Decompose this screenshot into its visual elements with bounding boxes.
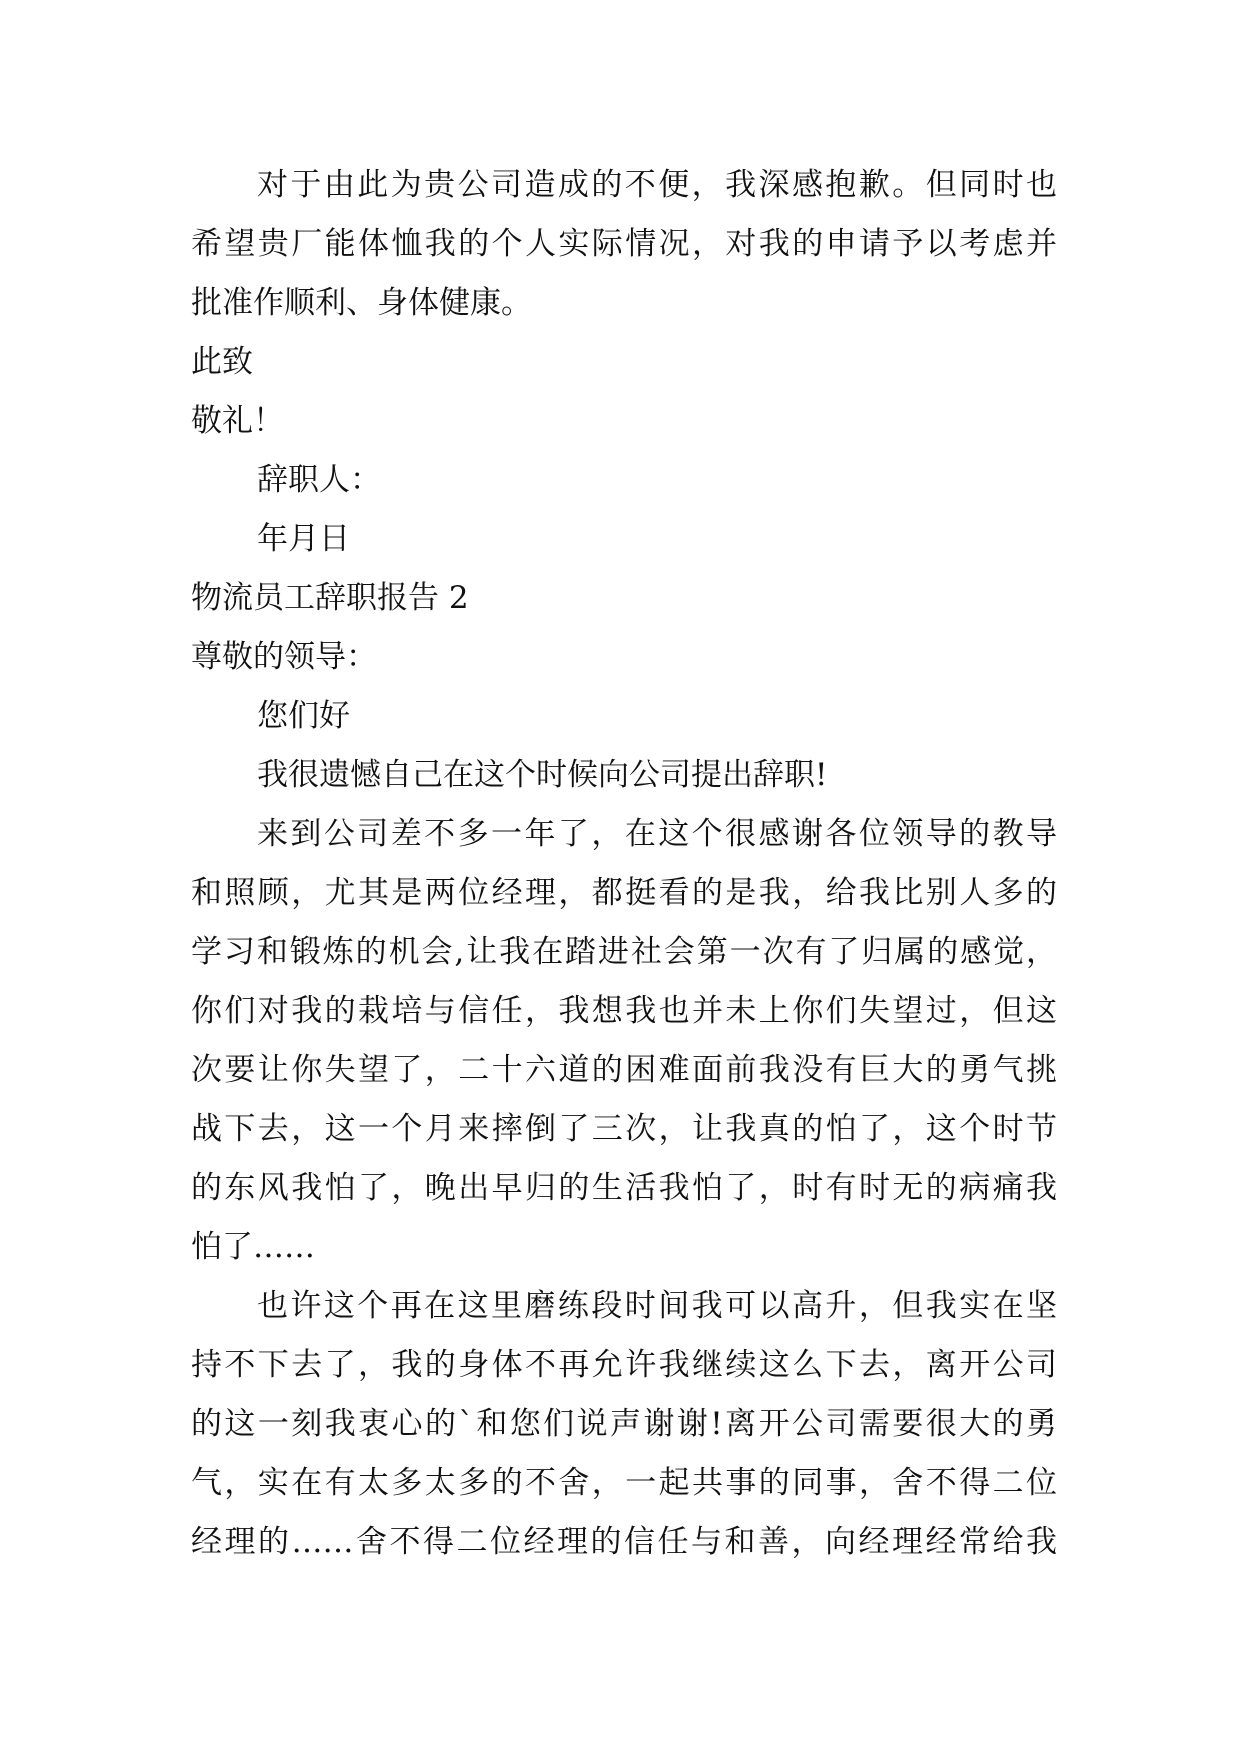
paragraph-line: 战下去，这一个月来摔倒了三次，让我真的怕了，这个时节 — [191, 1111, 1057, 1147]
paragraph-line: 的这一刻我衷心的`和您们说声谢谢!离开公司需要很大的勇 — [191, 1406, 1057, 1442]
paragraph-line: 持不下去了，我的身体不再允许我继续这么下去，离开公司 — [191, 1347, 1057, 1383]
paragraph-line: 批准作顺利、身体健康。 — [191, 285, 532, 321]
greeting: 尊敬的领导： — [191, 639, 377, 675]
closing-salutation: 此致 — [191, 344, 253, 380]
paragraph-line: 来到公司差不多一年了，在这个很感谢各位领导的教导 — [257, 816, 1057, 852]
greeting-line: 您们好 — [257, 698, 350, 734]
paragraph-line: 经理的……舍不得二位经理的信任与和善，向经理经常给我 — [191, 1524, 1057, 1560]
date-line: 年月日 — [257, 521, 350, 557]
paragraph-line: 学习和锻炼的机会,让我在踏进社会第一次有了归属的感觉， — [191, 934, 1057, 970]
signature-label: 辞职人： — [257, 462, 381, 498]
paragraph-line: 希望贵厂能体恤我的个人实际情况，对我的申请予以考虑并 — [191, 226, 1057, 262]
paragraph-line: 的东风我怕了，晚出早归的生活我怕了，时有时无的病痛我 — [191, 1170, 1057, 1206]
paragraph-line: 你们对我的栽培与信任，我想我也并未上你们失望过，但这 — [191, 993, 1057, 1029]
paragraph-line: 对于由此为贵公司造成的不便，我深感抱歉。但同时也 — [257, 167, 1057, 203]
closing-regards: 敬礼！ — [191, 403, 284, 439]
section-title: 物流员工辞职报告 2 — [191, 580, 469, 616]
paragraph-line: 我很遗憾自己在这个时候向公司提出辞职! — [257, 757, 828, 793]
document-page — [191, 156, 1057, 1572]
paragraph-line: 和照顾，尤其是两位经理，都挺看的是我，给我比别人多的 — [191, 875, 1057, 911]
paragraph-line: 怕了…… — [191, 1229, 315, 1265]
paragraph-line: 也许这个再在这里磨练段时间我可以高升，但我实在坚 — [257, 1288, 1057, 1324]
paragraph-line: 次要让你失望了，二十六道的困难面前我没有巨大的勇气挑 — [191, 1052, 1057, 1088]
paragraph-line: 气，实在有太多太多的不舍，一起共事的同事，舍不得二位 — [191, 1465, 1057, 1501]
